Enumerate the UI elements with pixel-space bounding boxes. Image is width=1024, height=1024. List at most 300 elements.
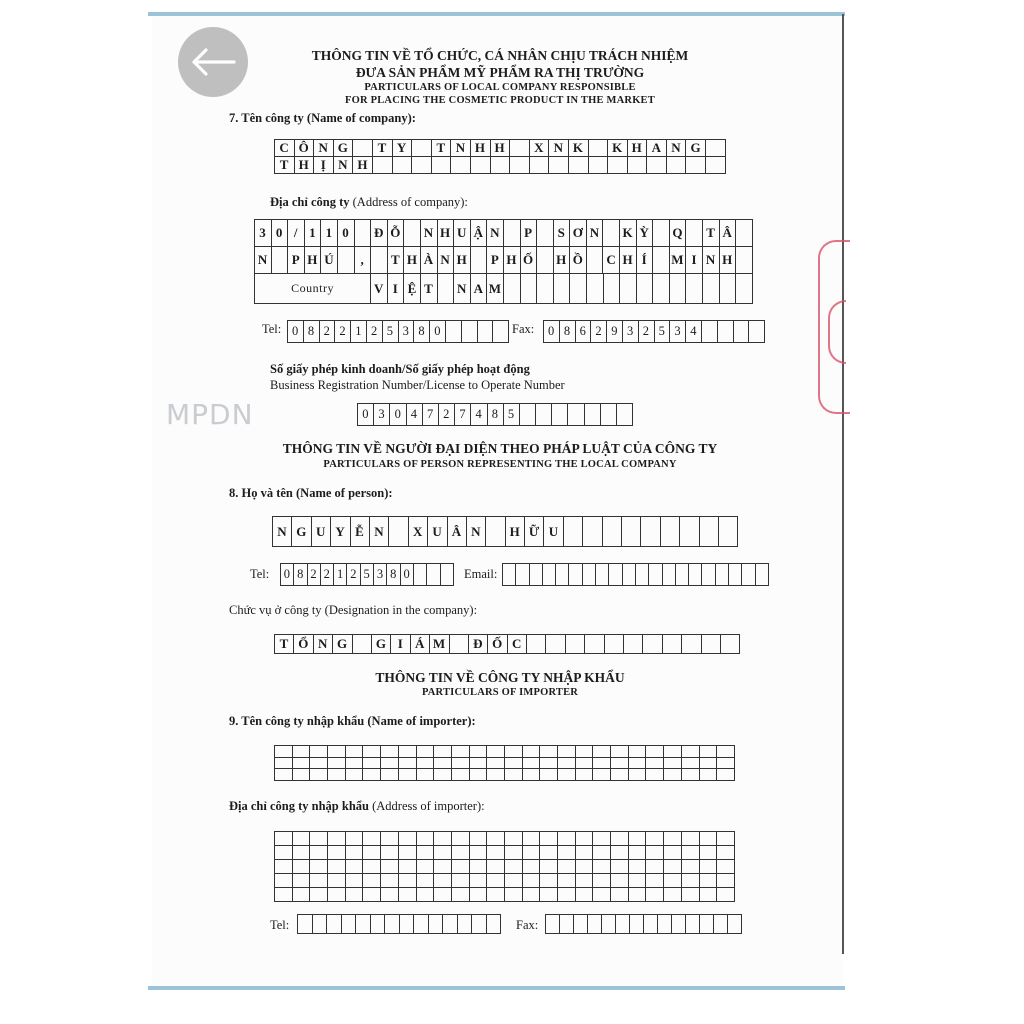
empty-cell[interactable]: [560, 915, 574, 934]
empty-cell[interactable]: [434, 860, 452, 874]
empty-cell[interactable]: [689, 564, 702, 586]
char-cell[interactable]: 2: [321, 564, 334, 586]
char-cell[interactable]: K: [608, 140, 628, 157]
empty-cell[interactable]: [540, 874, 558, 888]
empty-cell[interactable]: [664, 769, 682, 781]
empty-cell[interactable]: [381, 758, 399, 770]
char-cell[interactable]: Ỗ: [388, 220, 405, 247]
empty-cell[interactable]: [346, 758, 364, 770]
empty-cell[interactable]: [471, 247, 488, 274]
empty-cell[interactable]: [434, 832, 452, 846]
char-cell[interactable]: 2: [308, 564, 321, 586]
empty-cell[interactable]: [700, 860, 718, 874]
char-cell[interactable]: Đ: [469, 635, 488, 654]
empty-cell[interactable]: [629, 832, 647, 846]
empty-cell[interactable]: [293, 888, 311, 902]
empty-cell[interactable]: [363, 746, 381, 758]
country-value-cell[interactable]: T: [421, 274, 438, 304]
empty-cell[interactable]: [589, 157, 609, 174]
char-cell[interactable]: 8: [294, 564, 307, 586]
char-cell[interactable]: Ố: [521, 247, 538, 274]
empty-cell[interactable]: [275, 846, 293, 860]
empty-cell[interactable]: [470, 769, 488, 781]
empty-cell[interactable]: [353, 635, 372, 654]
empty-cell[interactable]: [616, 915, 630, 934]
empty-cell[interactable]: [417, 832, 435, 846]
designation-grid[interactable]: [274, 634, 740, 654]
empty-cell[interactable]: [646, 746, 664, 758]
empty-cell[interactable]: [363, 832, 381, 846]
char-cell[interactable]: 8: [488, 404, 504, 426]
empty-cell[interactable]: [667, 157, 687, 174]
empty-cell[interactable]: [686, 274, 703, 304]
char-cell[interactable]: U: [312, 517, 331, 547]
license-grid[interactable]: [357, 403, 633, 426]
empty-cell[interactable]: [568, 404, 584, 426]
empty-cell[interactable]: [585, 635, 604, 654]
empty-cell[interactable]: [487, 860, 505, 874]
empty-cell[interactable]: [593, 758, 611, 770]
empty-cell[interactable]: [537, 220, 554, 247]
empty-cell[interactable]: [700, 832, 718, 846]
char-cell[interactable]: S: [554, 220, 571, 247]
country-value-cell[interactable]: I: [388, 274, 405, 304]
char-cell[interactable]: P: [487, 247, 504, 274]
empty-cell[interactable]: [736, 247, 753, 274]
empty-cell[interactable]: [602, 915, 616, 934]
empty-cell[interactable]: [523, 874, 541, 888]
empty-cell[interactable]: [540, 846, 558, 860]
empty-cell[interactable]: [589, 140, 609, 157]
char-cell[interactable]: K: [620, 220, 637, 247]
empty-cell[interactable]: [310, 769, 328, 781]
char-cell[interactable]: 2: [335, 321, 351, 343]
char-cell[interactable]: H: [305, 247, 322, 274]
empty-cell[interactable]: [717, 746, 735, 758]
char-cell[interactable]: Ễ: [351, 517, 370, 547]
empty-cell[interactable]: [363, 874, 381, 888]
empty-cell[interactable]: [441, 564, 454, 586]
empty-cell[interactable]: [686, 157, 706, 174]
empty-cell[interactable]: [682, 746, 700, 758]
empty-cell[interactable]: [620, 274, 637, 304]
empty-cell[interactable]: [363, 888, 381, 902]
empty-cell[interactable]: [451, 157, 471, 174]
empty-cell[interactable]: [505, 874, 523, 888]
char-cell[interactable]: U: [544, 517, 563, 547]
char-cell[interactable]: Ỳ: [637, 220, 654, 247]
back-button[interactable]: [178, 27, 248, 97]
empty-cell[interactable]: [346, 769, 364, 781]
empty-cell[interactable]: [564, 517, 583, 547]
empty-cell[interactable]: [664, 832, 682, 846]
char-cell[interactable]: 2: [320, 321, 336, 343]
importer-fax-grid[interactable]: [545, 914, 742, 934]
empty-cell[interactable]: [530, 564, 543, 586]
empty-cell[interactable]: [523, 746, 541, 758]
char-cell[interactable]: 4: [686, 321, 702, 343]
empty-cell[interactable]: [310, 874, 328, 888]
empty-cell[interactable]: [629, 758, 647, 770]
empty-cell[interactable]: [646, 769, 664, 781]
empty-cell[interactable]: [293, 846, 311, 860]
empty-cell[interactable]: [275, 832, 293, 846]
empty-cell[interactable]: [558, 769, 576, 781]
empty-cell[interactable]: [624, 635, 643, 654]
empty-cell[interactable]: [540, 860, 558, 874]
empty-cell[interactable]: [346, 888, 364, 902]
empty-cell[interactable]: [593, 746, 611, 758]
empty-cell[interactable]: [363, 769, 381, 781]
empty-cell[interactable]: [491, 157, 511, 174]
char-cell[interactable]: H: [504, 247, 521, 274]
empty-cell[interactable]: [700, 769, 718, 781]
empty-cell[interactable]: [452, 832, 470, 846]
empty-cell[interactable]: [682, 769, 700, 781]
empty-cell[interactable]: [636, 564, 649, 586]
char-cell[interactable]: N: [438, 247, 455, 274]
empty-cell[interactable]: [328, 888, 346, 902]
empty-cell[interactable]: [399, 758, 417, 770]
empty-cell[interactable]: [346, 832, 364, 846]
empty-cell[interactable]: [682, 758, 700, 770]
char-cell[interactable]: H: [491, 140, 511, 157]
empty-cell[interactable]: [486, 517, 505, 547]
empty-cell[interactable]: [310, 860, 328, 874]
country-value-cell[interactable]: [438, 274, 455, 304]
empty-cell[interactable]: [310, 846, 328, 860]
empty-cell[interactable]: [729, 564, 742, 586]
empty-cell[interactable]: [432, 157, 452, 174]
empty-cell[interactable]: [381, 746, 399, 758]
empty-cell[interactable]: [611, 846, 629, 860]
empty-cell[interactable]: [328, 769, 346, 781]
empty-cell[interactable]: [719, 517, 738, 547]
empty-cell[interactable]: [310, 758, 328, 770]
empty-cell[interactable]: [523, 846, 541, 860]
empty-cell[interactable]: [680, 517, 699, 547]
char-cell[interactable]: N: [467, 517, 486, 547]
empty-cell[interactable]: [649, 564, 662, 586]
empty-cell[interactable]: [703, 274, 720, 304]
empty-cell[interactable]: [647, 157, 667, 174]
char-cell[interactable]: Ú: [321, 247, 338, 274]
char-cell[interactable]: 1: [321, 220, 338, 247]
char-cell[interactable]: H: [628, 140, 648, 157]
char-cell[interactable]: I: [686, 247, 703, 274]
empty-cell[interactable]: [540, 832, 558, 846]
empty-cell[interactable]: [682, 874, 700, 888]
empty-cell[interactable]: [452, 874, 470, 888]
empty-cell[interactable]: [523, 832, 541, 846]
empty-cell[interactable]: [593, 888, 611, 902]
empty-cell[interactable]: [487, 846, 505, 860]
empty-cell[interactable]: [310, 832, 328, 846]
empty-cell[interactable]: [516, 564, 529, 586]
empty-cell[interactable]: [603, 220, 620, 247]
empty-cell[interactable]: [556, 564, 569, 586]
empty-cell[interactable]: [664, 874, 682, 888]
empty-cell[interactable]: [646, 758, 664, 770]
empty-cell[interactable]: [414, 564, 427, 586]
empty-cell[interactable]: [646, 860, 664, 874]
empty-cell[interactable]: [588, 915, 602, 934]
empty-cell[interactable]: [637, 274, 654, 304]
empty-cell[interactable]: [328, 846, 346, 860]
empty-cell[interactable]: [646, 888, 664, 902]
char-cell[interactable]: Ậ: [471, 220, 488, 247]
empty-cell[interactable]: [576, 846, 594, 860]
char-cell[interactable]: N: [703, 247, 720, 274]
empty-cell[interactable]: [275, 888, 293, 902]
char-cell[interactable]: H: [454, 247, 471, 274]
empty-cell[interactable]: [399, 832, 417, 846]
char-cell[interactable]: 2: [439, 404, 455, 426]
empty-cell[interactable]: [399, 888, 417, 902]
empty-cell[interactable]: [400, 915, 415, 934]
char-cell[interactable]: 0: [272, 220, 289, 247]
empty-cell[interactable]: [470, 888, 488, 902]
empty-cell[interactable]: [593, 860, 611, 874]
empty-cell[interactable]: [328, 746, 346, 758]
char-cell[interactable]: Y: [393, 140, 413, 157]
empty-cell[interactable]: [293, 758, 311, 770]
empty-cell[interactable]: [644, 915, 658, 934]
empty-cell[interactable]: [641, 517, 660, 547]
char-cell[interactable]: N: [314, 140, 334, 157]
empty-cell[interactable]: [381, 860, 399, 874]
empty-cell[interactable]: [629, 860, 647, 874]
empty-cell[interactable]: [487, 888, 505, 902]
empty-cell[interactable]: [434, 769, 452, 781]
char-cell[interactable]: N: [451, 140, 471, 157]
char-cell[interactable]: A: [647, 140, 667, 157]
empty-cell[interactable]: [434, 746, 452, 758]
char-cell[interactable]: 7: [423, 404, 439, 426]
empty-cell[interactable]: [653, 220, 670, 247]
empty-cell[interactable]: [478, 321, 494, 343]
empty-cell[interactable]: [417, 874, 435, 888]
empty-cell[interactable]: [275, 769, 293, 781]
empty-cell[interactable]: [603, 517, 622, 547]
empty-cell[interactable]: [718, 321, 734, 343]
empty-cell[interactable]: [521, 274, 538, 304]
empty-cell[interactable]: [487, 746, 505, 758]
empty-cell[interactable]: [417, 769, 435, 781]
char-cell[interactable]: Ị: [314, 157, 334, 174]
char-cell[interactable]: 0: [338, 220, 355, 247]
empty-cell[interactable]: [717, 832, 735, 846]
char-cell[interactable]: K: [569, 140, 589, 157]
empty-cell[interactable]: [686, 915, 700, 934]
empty-cell[interactable]: [470, 758, 488, 770]
empty-cell[interactable]: [399, 746, 417, 758]
empty-cell[interactable]: [543, 564, 556, 586]
empty-cell[interactable]: [664, 746, 682, 758]
empty-cell[interactable]: [720, 274, 737, 304]
empty-cell[interactable]: [503, 564, 516, 586]
char-cell[interactable]: N: [273, 517, 292, 547]
empty-cell[interactable]: [629, 846, 647, 860]
empty-cell[interactable]: [328, 758, 346, 770]
empty-cell[interactable]: [346, 846, 364, 860]
importer-address-grid[interactable]: [274, 831, 735, 902]
char-cell[interactable]: Y: [331, 517, 350, 547]
empty-cell[interactable]: [609, 564, 622, 586]
empty-cell[interactable]: [728, 915, 742, 934]
empty-cell[interactable]: [520, 404, 536, 426]
char-cell[interactable]: T: [432, 140, 452, 157]
char-cell[interactable]: N: [314, 635, 333, 654]
empty-cell[interactable]: [546, 915, 560, 934]
empty-cell[interactable]: [505, 846, 523, 860]
empty-cell[interactable]: [558, 874, 576, 888]
empty-cell[interactable]: [293, 769, 311, 781]
char-cell[interactable]: 2: [639, 321, 655, 343]
empty-cell[interactable]: [587, 274, 604, 304]
char-cell[interactable]: 1: [305, 220, 322, 247]
empty-cell[interactable]: [630, 915, 644, 934]
empty-cell[interactable]: [664, 888, 682, 902]
empty-cell[interactable]: [487, 915, 502, 934]
empty-cell[interactable]: [450, 635, 469, 654]
empty-cell[interactable]: [611, 769, 629, 781]
empty-cell[interactable]: [706, 140, 726, 157]
empty-cell[interactable]: [653, 274, 670, 304]
empty-cell[interactable]: [653, 247, 670, 274]
empty-cell[interactable]: [523, 860, 541, 874]
empty-cell[interactable]: [716, 564, 729, 586]
empty-cell[interactable]: [546, 635, 565, 654]
empty-cell[interactable]: [604, 274, 621, 304]
empty-cell[interactable]: [417, 846, 435, 860]
empty-cell[interactable]: [417, 860, 435, 874]
char-cell[interactable]: 1: [334, 564, 347, 586]
empty-cell[interactable]: [721, 635, 740, 654]
empty-cell[interactable]: [686, 220, 703, 247]
empty-cell[interactable]: [664, 860, 682, 874]
empty-cell[interactable]: [452, 860, 470, 874]
empty-cell[interactable]: [414, 915, 429, 934]
person-name-grid[interactable]: [272, 516, 738, 547]
char-cell[interactable]: G: [372, 635, 391, 654]
empty-cell[interactable]: [682, 635, 701, 654]
empty-cell[interactable]: [412, 157, 432, 174]
empty-cell[interactable]: [552, 404, 568, 426]
empty-cell[interactable]: [629, 888, 647, 902]
empty-cell[interactable]: [381, 846, 399, 860]
char-cell[interactable]: Ữ: [525, 517, 544, 547]
empty-cell[interactable]: [540, 746, 558, 758]
char-cell[interactable]: 3: [623, 321, 639, 343]
empty-cell[interactable]: [608, 157, 628, 174]
char-cell[interactable]: Ô: [295, 140, 315, 157]
empty-cell[interactable]: [399, 769, 417, 781]
empty-cell[interactable]: [381, 769, 399, 781]
empty-cell[interactable]: [487, 769, 505, 781]
empty-cell[interactable]: [700, 758, 718, 770]
char-cell[interactable]: X: [409, 517, 428, 547]
char-cell[interactable]: 6: [576, 321, 592, 343]
empty-cell[interactable]: [585, 404, 601, 426]
empty-cell[interactable]: [611, 888, 629, 902]
empty-cell[interactable]: [583, 517, 602, 547]
empty-cell[interactable]: [593, 832, 611, 846]
empty-cell[interactable]: [505, 758, 523, 770]
empty-cell[interactable]: [327, 915, 342, 934]
empty-cell[interactable]: [385, 915, 400, 934]
empty-cell[interactable]: [363, 758, 381, 770]
char-cell[interactable]: X: [530, 140, 550, 157]
empty-cell[interactable]: [576, 874, 594, 888]
char-cell[interactable]: C: [508, 635, 527, 654]
empty-cell[interactable]: [646, 874, 664, 888]
char-cell[interactable]: Q: [670, 220, 687, 247]
char-cell[interactable]: U: [454, 220, 471, 247]
empty-cell[interactable]: [676, 564, 689, 586]
empty-cell[interactable]: [505, 769, 523, 781]
empty-cell[interactable]: [510, 157, 530, 174]
empty-cell[interactable]: [566, 635, 585, 654]
empty-cell[interactable]: [700, 746, 718, 758]
empty-cell[interactable]: [470, 746, 488, 758]
empty-cell[interactable]: [429, 915, 444, 934]
empty-cell[interactable]: [700, 846, 718, 860]
empty-cell[interactable]: [643, 635, 662, 654]
empty-cell[interactable]: [601, 404, 617, 426]
empty-cell[interactable]: [328, 874, 346, 888]
empty-cell[interactable]: [399, 874, 417, 888]
empty-cell[interactable]: [661, 517, 680, 547]
empty-cell[interactable]: [346, 860, 364, 874]
char-cell[interactable]: 0: [430, 321, 446, 343]
empty-cell[interactable]: [510, 140, 530, 157]
char-cell[interactable]: Á: [411, 635, 430, 654]
char-cell[interactable]: H: [404, 247, 421, 274]
char-cell[interactable]: 2: [367, 321, 383, 343]
empty-cell[interactable]: [605, 635, 624, 654]
empty-cell[interactable]: [434, 874, 452, 888]
char-cell[interactable]: N: [255, 247, 272, 274]
char-cell[interactable]: Â: [720, 220, 737, 247]
empty-cell[interactable]: [471, 157, 491, 174]
empty-cell[interactable]: [717, 846, 735, 860]
empty-cell[interactable]: [504, 274, 521, 304]
empty-cell[interactable]: [523, 758, 541, 770]
empty-cell[interactable]: [583, 564, 596, 586]
char-cell[interactable]: Â: [448, 517, 467, 547]
empty-cell[interactable]: [569, 157, 589, 174]
empty-cell[interactable]: [558, 846, 576, 860]
char-cell[interactable]: 8: [304, 321, 320, 343]
empty-cell[interactable]: [576, 746, 594, 758]
empty-cell[interactable]: [381, 888, 399, 902]
empty-cell[interactable]: [293, 860, 311, 874]
empty-cell[interactable]: [399, 860, 417, 874]
empty-cell[interactable]: [658, 915, 672, 934]
empty-cell[interactable]: [458, 915, 473, 934]
empty-cell[interactable]: [558, 860, 576, 874]
char-cell[interactable]: 2: [591, 321, 607, 343]
char-cell[interactable]: 4: [407, 404, 423, 426]
char-cell[interactable]: 3: [670, 321, 686, 343]
char-cell[interactable]: U: [428, 517, 447, 547]
empty-cell[interactable]: [576, 769, 594, 781]
importer-name-grid[interactable]: [274, 745, 735, 781]
empty-cell[interactable]: [682, 846, 700, 860]
empty-cell[interactable]: [717, 769, 735, 781]
empty-cell[interactable]: [371, 915, 386, 934]
